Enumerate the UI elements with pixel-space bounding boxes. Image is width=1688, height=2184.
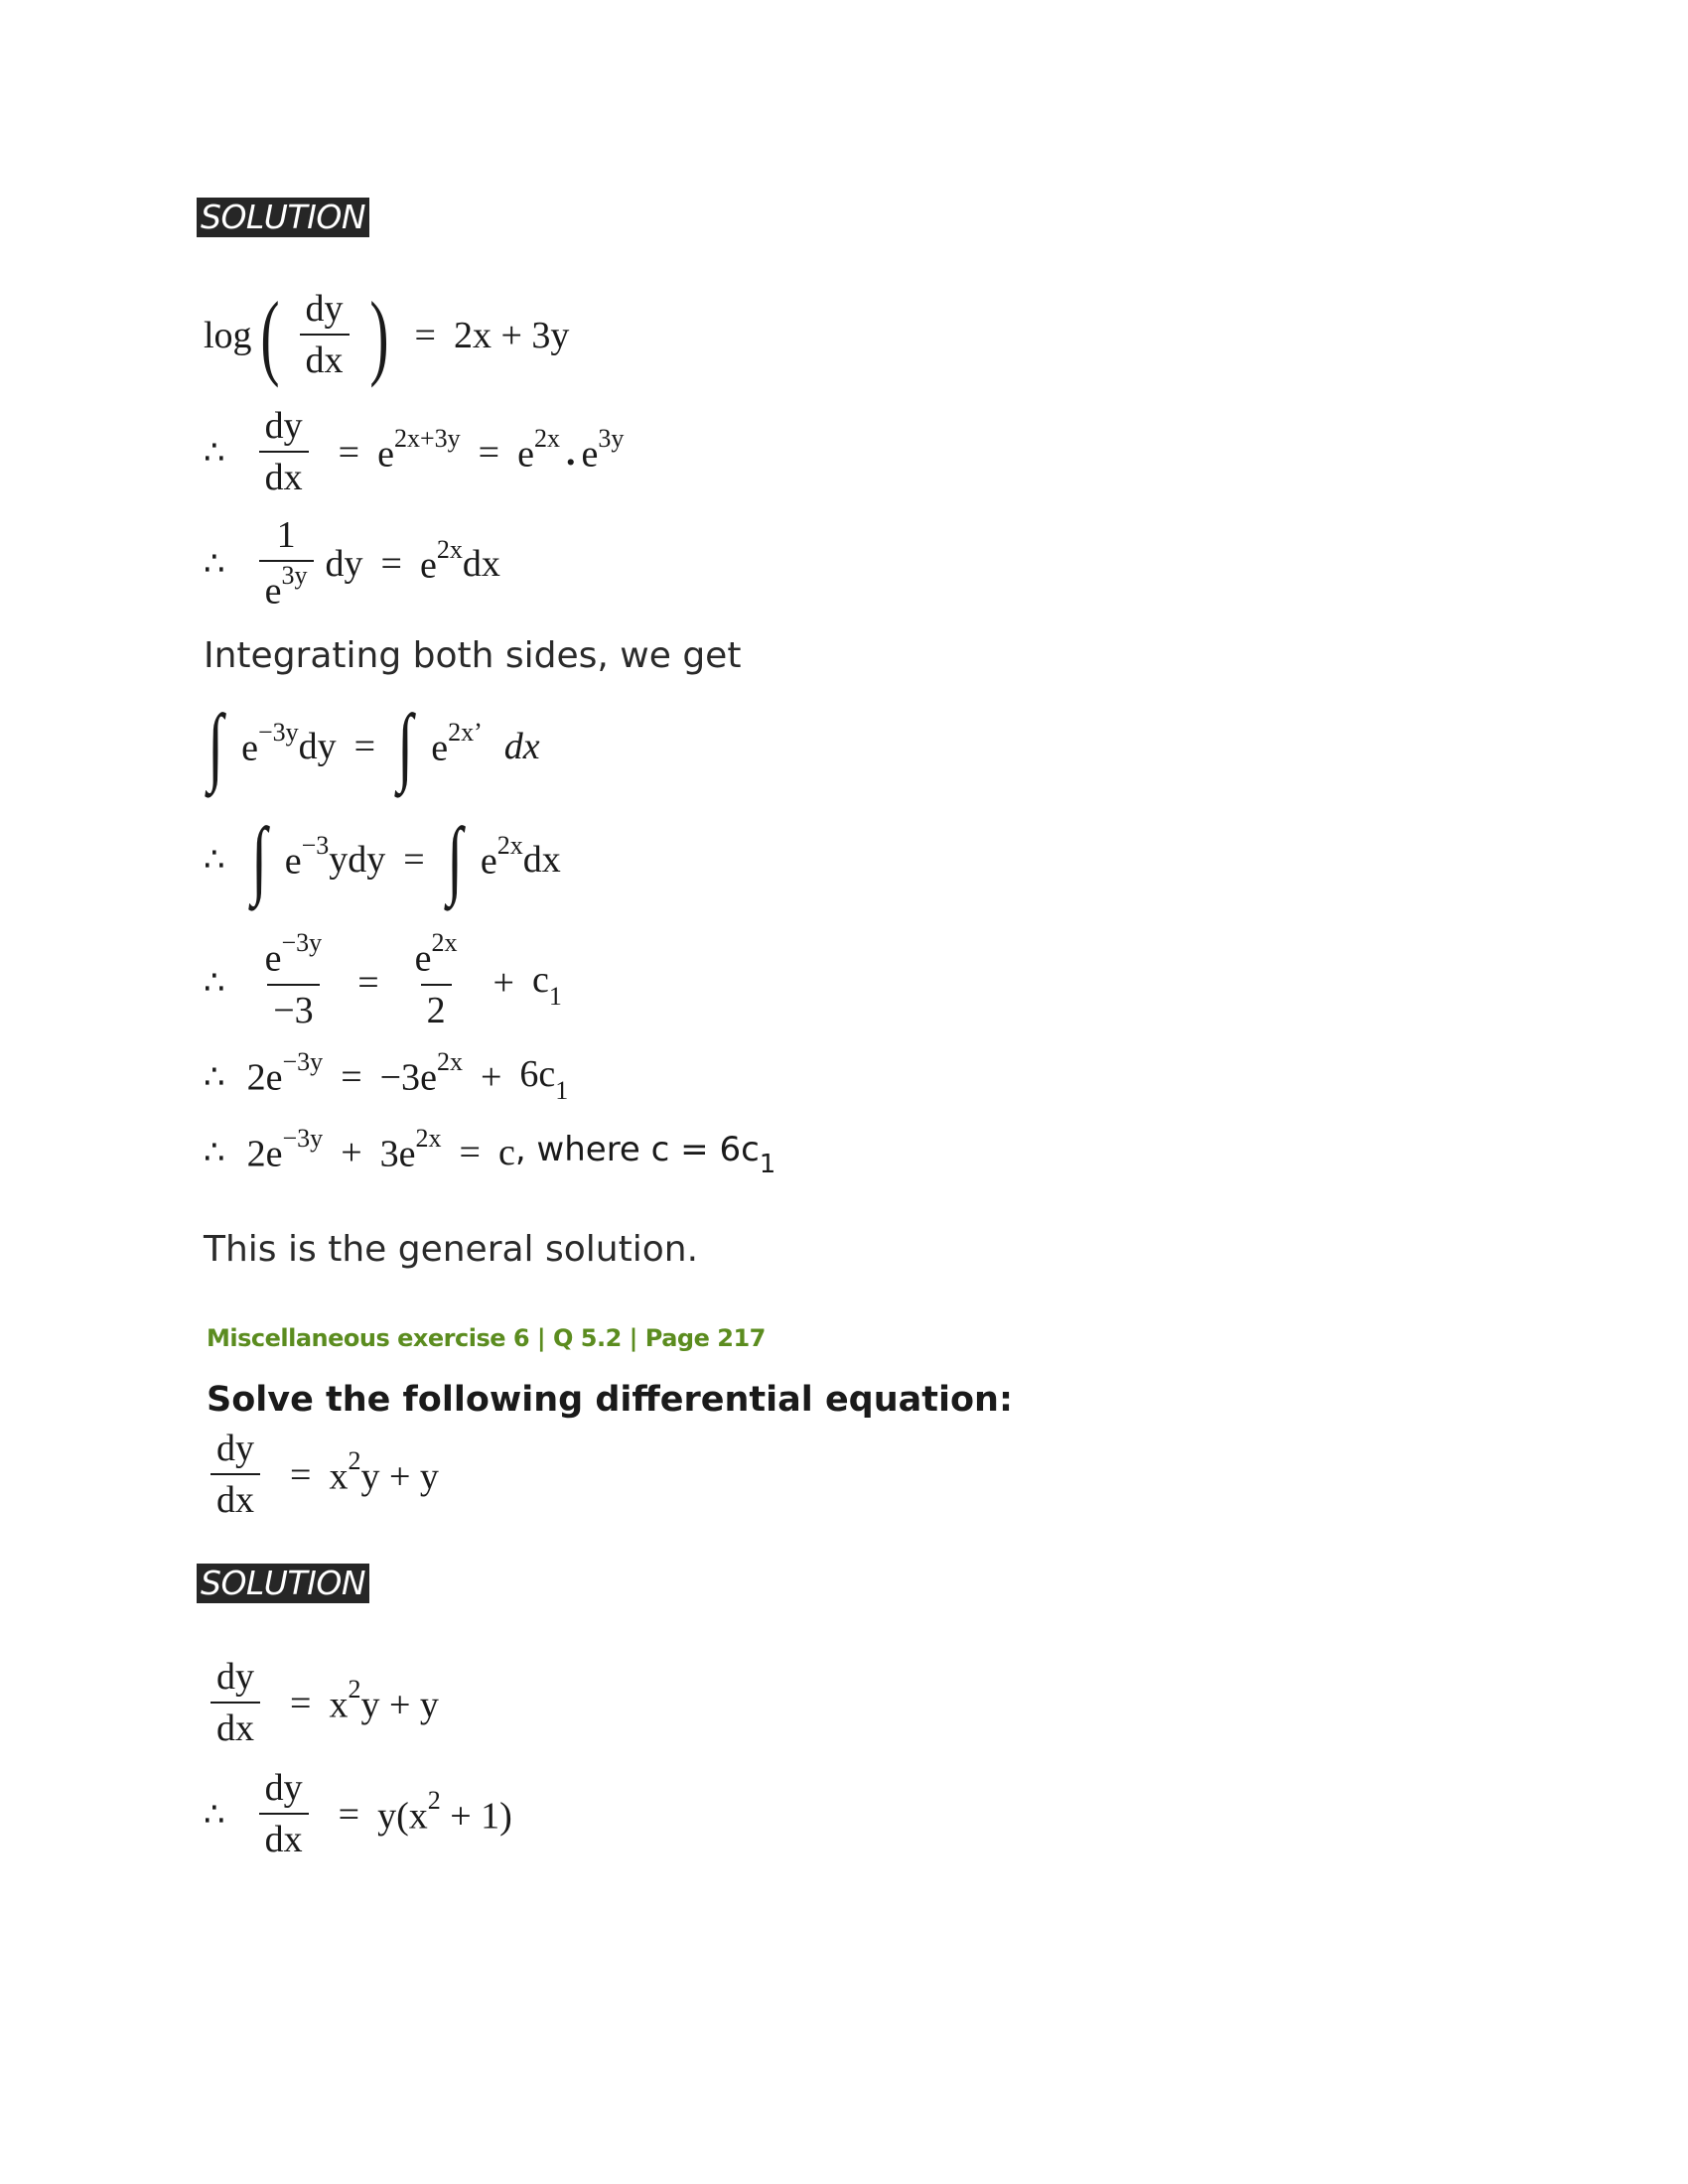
dy-text: dy: [298, 726, 337, 767]
plus-sign: +: [480, 1055, 502, 1098]
constant-c: c: [497, 1132, 515, 1174]
plus-sign: +: [492, 962, 514, 1005]
equals-sign: =: [353, 726, 376, 767]
therefore-symbol: ∴: [204, 544, 225, 585]
numerator: dy: [305, 288, 344, 331]
exp-term: $e^{3y}$: [581, 423, 625, 476]
fraction-dy-dx: [259, 407, 309, 498]
solution2-line-2: [204, 1769, 512, 1860]
therefore-symbol: ∴: [204, 963, 225, 1004]
term: $-3e^{2x}$: [379, 1047, 463, 1100]
numerator: dy: [216, 1428, 254, 1469]
therefore-symbol: ∴: [204, 432, 225, 473]
dy-text: dy: [325, 543, 363, 586]
rhs: $x^2y + y$: [329, 1674, 439, 1726]
fraction-right: [409, 928, 464, 1031]
dot: .: [565, 431, 576, 474]
equation-line-7: [204, 1047, 569, 1105]
therefore-symbol: ∴: [204, 1056, 225, 1097]
integral-sign: ∫: [446, 811, 463, 907]
equation-line-2: [204, 407, 624, 498]
integral-sign: ∫: [397, 698, 413, 794]
solution2-line-1: [199, 1658, 439, 1749]
numerator: $e^{-3y}$: [264, 928, 323, 980]
fraction-dy-dx: [211, 1430, 260, 1521]
left-paren: (: [259, 282, 280, 388]
equals-sign: =: [341, 1055, 362, 1098]
question-equation: [199, 1430, 439, 1521]
right-paren: ): [368, 282, 389, 388]
prose-general-solution: This is the general solution.: [204, 1229, 699, 1270]
equals-sign: =: [290, 1682, 312, 1724]
denominator: dx: [211, 1473, 260, 1521]
dx-text: dx: [522, 839, 561, 881]
denominator: dx: [211, 1702, 260, 1749]
therefore-symbol: ∴: [204, 840, 225, 880]
integral-sign: ∫: [250, 811, 267, 907]
numerator: dy: [216, 1656, 254, 1698]
fraction-1-over-e3y: [259, 516, 314, 612]
constant-c1: $c_1$: [531, 959, 562, 1012]
denominator: 2: [421, 984, 452, 1031]
equation-line-8: [204, 1124, 776, 1180]
solution-label: SOLUTION: [197, 1564, 369, 1603]
exp-term: $e^{2x}$: [480, 830, 523, 883]
denominator: −3: [267, 984, 319, 1031]
dx-italic: dx: [503, 726, 540, 767]
therefore-symbol: ∴: [204, 1794, 225, 1835]
equals-sign: =: [380, 543, 402, 586]
rhs: 2x + 3y: [453, 315, 570, 356]
rhs: $y(x^2 + 1)$: [377, 1785, 512, 1838]
equation-line-6: [204, 928, 562, 1031]
integral-sign: ∫: [208, 698, 223, 794]
fraction-dy-dx: [211, 1658, 260, 1749]
numerator: 1: [276, 514, 296, 556]
equation-line-3: [204, 516, 500, 612]
denominator: dx: [300, 334, 350, 381]
fraction-left: [259, 928, 329, 1031]
term: $2e^{-3y}$: [246, 1124, 324, 1175]
equals-sign: =: [338, 431, 360, 474]
exp-term: $e^{-3y}$: [241, 717, 299, 769]
exp-term: $e^{2x’}$: [431, 717, 483, 769]
exercise-reference: Miscellaneous exercise 6 | Q 5.2 | Page 217: [207, 1324, 766, 1352]
log-text: log: [204, 315, 252, 356]
therefore-symbol: ∴: [204, 1133, 225, 1173]
numerator: dy: [264, 1767, 303, 1809]
plus-sign: +: [341, 1132, 362, 1174]
equation-line-1: [204, 282, 570, 388]
prose-integrating: Integrating both sides, we get: [204, 635, 742, 676]
equals-sign: =: [414, 315, 436, 356]
where-clause: , where $c = 6c_1$: [514, 1130, 776, 1180]
equals-sign: =: [459, 1132, 481, 1174]
equals-sign: =: [338, 1793, 360, 1836]
numerator: dy: [264, 405, 303, 447]
question-heading: Solve the following differential equation:: [207, 1380, 1013, 1420]
equation-line-5: [204, 811, 561, 907]
equals-sign: =: [478, 431, 500, 474]
numerator: $e^{2x}$: [414, 928, 458, 980]
term: $6c_1$: [519, 1053, 569, 1105]
rhs: $x^2y + y$: [329, 1445, 439, 1498]
solution-label: SOLUTION: [197, 198, 369, 237]
denominator: dx: [259, 451, 309, 498]
exp-term: $e^{-3}$: [284, 830, 330, 883]
fraction-dy-dx: [259, 1769, 309, 1860]
term: $3e^{2x}$: [379, 1124, 442, 1175]
term: $2e^{-3y}$: [246, 1047, 324, 1100]
equals-sign: =: [290, 1453, 312, 1496]
fraction-dy-dx: [300, 290, 350, 381]
denominator: dx: [259, 1813, 309, 1860]
equals-sign: =: [357, 962, 379, 1005]
exp-term: $e^{2x}$: [517, 423, 560, 476]
dx-text: dx: [462, 543, 500, 586]
equals-sign: =: [403, 839, 425, 881]
exp-term: $e^{2x}$: [419, 534, 463, 587]
denominator: $e^{3y}$: [259, 560, 314, 613]
ydy-text: ydy: [329, 839, 386, 881]
equation-line-4: [204, 698, 540, 794]
exp-term: $e^{2x+3y}$: [377, 423, 461, 476]
